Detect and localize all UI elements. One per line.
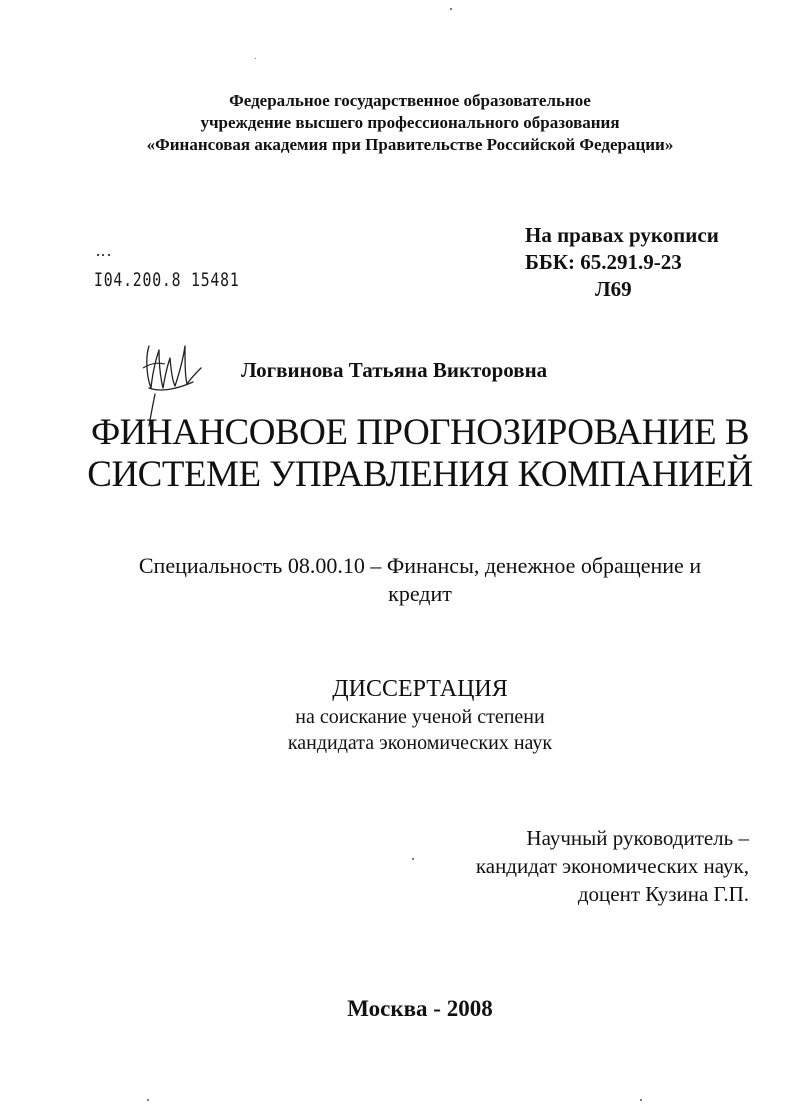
specialty-line-2: кредит <box>388 581 452 606</box>
supervisor-line-2: кандидат экономических наук, <box>475 854 749 878</box>
scan-speck <box>255 58 256 59</box>
dissertation-heading: ДИССЕРТАЦИЯ <box>332 676 508 702</box>
institution-line-2: учреждение высшего профессионального образования <box>200 113 620 132</box>
dissertation-title <box>0 412 797 496</box>
supervisor-line-3: доцент Кузина Г.П. <box>577 882 749 906</box>
title-line-1: ФИНАНСОВОЕ ПРОГНОЗИРОВАНИЕ В <box>90 412 750 453</box>
author-name: Логвинова Татьяна Викторовна <box>241 358 548 382</box>
specialty-line-1: Специальность 08.00.10 – Финансы, денежное обращение и <box>138 553 702 578</box>
specialty-block <box>0 552 797 608</box>
institution-line-1: Федеральное государственное образовательное <box>229 91 591 110</box>
stamp-dots-icon <box>95 252 115 258</box>
supervisor-block <box>476 824 749 908</box>
title-line-2: СИСТЕМЕ УПРАВЛЕНИЯ КОМПАНИЕЙ <box>87 454 753 495</box>
scan-speck <box>450 8 452 10</box>
author-mark-code: Л69 <box>595 277 632 301</box>
degree-line-2: кандидата экономических наук <box>287 732 553 754</box>
scan-speck <box>640 1099 642 1101</box>
bbk-code: ББК: 65.291.9-23 <box>525 250 682 274</box>
degree-line-1: на соискание ученой степени <box>295 706 545 728</box>
institution-header <box>0 90 797 156</box>
institution-line-3: «Финансовая академия при Правительстве Российской Федерации» <box>146 135 674 154</box>
degree-block <box>0 675 797 756</box>
scan-speck <box>147 1099 149 1101</box>
manuscript-rights-label: На правах рукописи <box>525 223 719 247</box>
manuscript-rights-block <box>525 222 719 303</box>
registration-stamp-number: I04.200.8 15481 <box>94 269 240 291</box>
supervisor-line-1: Научный руководитель – <box>526 826 749 850</box>
city-year: Москва - 2008 <box>347 996 493 1021</box>
scan-speck <box>412 858 414 860</box>
